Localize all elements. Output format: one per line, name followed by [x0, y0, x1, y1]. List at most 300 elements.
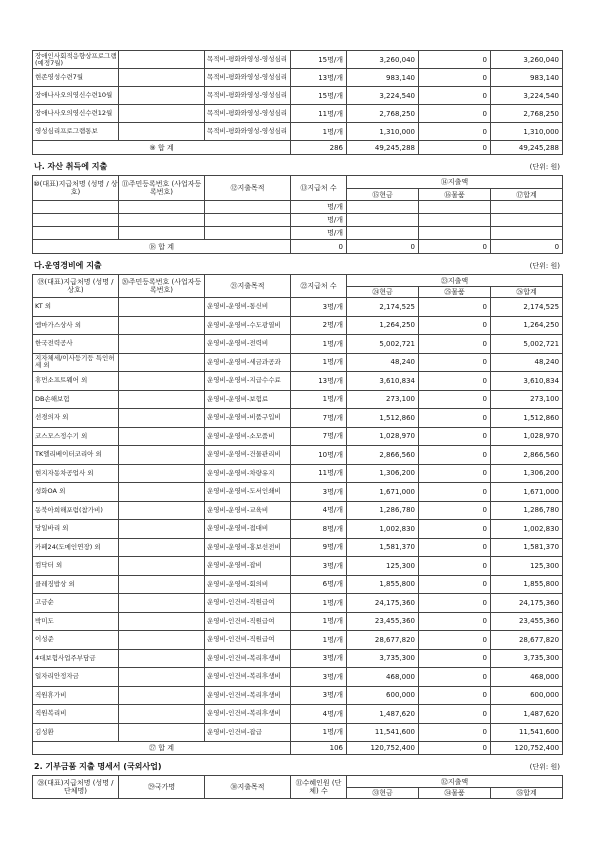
cash-amount: 1,002,830 — [347, 520, 419, 539]
table-row — [33, 668, 563, 687]
registration-number — [119, 298, 205, 317]
expense-purpose: 운영비-운영비-건물관리비 — [205, 446, 291, 465]
registration-number — [119, 87, 205, 105]
overseas-h-purpose: ㉚지출목적 — [205, 776, 291, 799]
total-amount: 3,610,834 — [491, 372, 563, 391]
table-row — [33, 123, 563, 141]
payee-name: 이성준 — [33, 631, 119, 650]
total-amount: 2,768,250 — [491, 105, 563, 123]
expense-purpose: 운영비-인건비-잡급 — [205, 723, 291, 742]
expense-purpose: 운영비-인건비-복리후생비 — [205, 649, 291, 668]
asset-h-purpose: ⑫지출목적 — [205, 176, 291, 201]
payee-count: 13명/개 — [291, 69, 347, 87]
payee-name: DB손해보험 — [33, 390, 119, 409]
payee-count: 3명/개 — [291, 557, 347, 576]
payee-name: 클레징밥상 외 — [33, 575, 119, 594]
cash-amount: 1,264,250 — [347, 316, 419, 335]
total-amount: 3,224,540 — [491, 87, 563, 105]
top-total-count: 286 — [291, 141, 347, 155]
goods-amount: 0 — [419, 668, 491, 687]
expense-purpose: 운영비-인건비-직원급여 — [205, 612, 291, 631]
goods-amount: 0 — [419, 705, 491, 724]
expense-purpose — [205, 201, 291, 214]
goods-amount: 0 — [419, 631, 491, 650]
registration-number — [119, 538, 205, 557]
goods-amount — [419, 214, 491, 227]
total-amount: 24,175,360 — [491, 594, 563, 613]
table-row — [33, 649, 563, 668]
registration-number — [119, 649, 205, 668]
total-amount: 3,735,300 — [491, 649, 563, 668]
cash-amount: 2,768,250 — [347, 105, 419, 123]
cash-amount: 273,100 — [347, 390, 419, 409]
payee-name: KT 외 — [33, 298, 119, 317]
payee-count: 1명/개 — [291, 612, 347, 631]
cash-amount: 23,455,360 — [347, 612, 419, 631]
payee-count: 3명/개 — [291, 649, 347, 668]
payee-count: 8명/개 — [291, 520, 347, 539]
payee-count: 11명/개 — [291, 105, 347, 123]
registration-number — [119, 612, 205, 631]
payee-name: 박미도 — [33, 612, 119, 631]
cash-amount: 125,300 — [347, 557, 419, 576]
registration-number — [119, 705, 205, 724]
goods-amount: 0 — [419, 427, 491, 446]
section-asset-title: 나. 자산 취득에 지출 — [34, 162, 108, 171]
registration-number — [119, 668, 205, 687]
operating-h-total: ㉖합계 — [491, 287, 563, 298]
table-row — [33, 520, 563, 539]
registration-number — [119, 631, 205, 650]
section-operating-title: 다.운영경비에 지출 — [34, 261, 102, 270]
cash-amount — [347, 201, 419, 214]
expense-purpose: 운영비-운영비-보험료 — [205, 390, 291, 409]
payee-name — [33, 201, 119, 214]
table-row — [33, 69, 563, 87]
document-page — [32, 50, 562, 799]
table-row — [33, 335, 563, 354]
overseas-h-country: ㉙국가명 — [119, 776, 205, 799]
expense-purpose: 목적비-평화와영성-영성심리 — [205, 123, 291, 141]
section-overseas-header — [32, 755, 562, 775]
payee-count: 15명/개 — [291, 87, 347, 105]
cash-amount: 1,487,620 — [347, 705, 419, 724]
total-amount: 1,286,780 — [491, 501, 563, 520]
cash-amount: 2,866,560 — [347, 446, 419, 465]
cash-amount: 600,000 — [347, 686, 419, 705]
expense-purpose: 운영비-운영비-통신비 — [205, 298, 291, 317]
expense-purpose: 운영비-운영비-홍보선전비 — [205, 538, 291, 557]
total-amount — [491, 227, 563, 240]
cash-amount: 3,735,300 — [347, 649, 419, 668]
overseas-h-name: ㉘(대표)지급처명 (성명 / 단체명) — [33, 776, 119, 799]
operating-h-id: ⑳주민등록번호 (사업자등록번호) — [119, 275, 205, 298]
registration-number — [119, 594, 205, 613]
asset-h-total: ⑰합계 — [491, 189, 563, 201]
table-row — [33, 427, 563, 446]
expense-purpose: 운영비-운영비-회의비 — [205, 575, 291, 594]
expense-purpose: 운영비-인건비-복리후생비 — [205, 705, 291, 724]
goods-amount: 0 — [419, 123, 491, 141]
registration-number — [119, 575, 205, 594]
total-amount: 11,541,600 — [491, 723, 563, 742]
goods-amount: 0 — [419, 575, 491, 594]
expense-purpose: 운영비-인건비-직원급여 — [205, 594, 291, 613]
cash-amount: 3,610,834 — [347, 372, 419, 391]
total-amount: 983,140 — [491, 69, 563, 87]
expense-purpose — [205, 227, 291, 240]
payee-name: 한국전력공사 — [33, 335, 119, 354]
asset-h-amount: ⑭지출액 — [347, 176, 563, 189]
cash-amount: 1,581,370 — [347, 538, 419, 557]
payee-count: 4명/개 — [291, 705, 347, 724]
section-overseas-title: 2. 기부금품 지출 명세서 (국외사업) — [34, 762, 162, 771]
goods-amount: 0 — [419, 723, 491, 742]
goods-amount: 0 — [419, 446, 491, 465]
expense-purpose: 운영비-운영비-접대비 — [205, 520, 291, 539]
total-amount: 1,002,830 — [491, 520, 563, 539]
goods-amount: 0 — [419, 51, 491, 69]
expense-purpose: 목적비-평화와영성-영성심리 — [205, 69, 291, 87]
total-amount: 468,000 — [491, 668, 563, 687]
payee-name — [33, 214, 119, 227]
goods-amount: 0 — [419, 612, 491, 631]
table-row — [33, 316, 563, 335]
payee-count: 1명/개 — [291, 631, 347, 650]
total-amount — [491, 201, 563, 214]
cash-amount: 983,140 — [347, 69, 419, 87]
total-amount: 3,260,040 — [491, 51, 563, 69]
cash-amount: 48,240 — [347, 353, 419, 372]
operating-h-name: ⑲(대표)지급처명 (성명 / 상호) — [33, 275, 119, 298]
payee-count: 1명/개 — [291, 123, 347, 141]
overseas-h-cash: ㉝현금 — [347, 788, 419, 799]
goods-amount — [419, 227, 491, 240]
goods-amount: 0 — [419, 538, 491, 557]
table-row — [33, 105, 563, 123]
table-row — [33, 409, 563, 428]
total-amount: 273,100 — [491, 390, 563, 409]
goods-amount: 0 — [419, 649, 491, 668]
goods-amount: 0 — [419, 464, 491, 483]
operating-total-label: ㉗ 합 계 — [33, 742, 291, 755]
payee-name: 당일바리 외 — [33, 520, 119, 539]
registration-number — [119, 501, 205, 520]
registration-number — [119, 123, 205, 141]
purpose-expense-table — [32, 50, 563, 155]
expense-purpose: 운영비-운영비-전력비 — [205, 335, 291, 354]
table-row — [33, 705, 563, 724]
registration-number — [119, 335, 205, 354]
registration-number — [119, 51, 205, 69]
expense-purpose: 운영비-운영비-차량유지 — [205, 464, 291, 483]
table-row — [33, 594, 563, 613]
payee-name: 직원복리비 — [33, 705, 119, 724]
registration-number — [119, 105, 205, 123]
payee-count: 1명/개 — [291, 390, 347, 409]
cash-amount: 2,174,525 — [347, 298, 419, 317]
total-amount: 125,300 — [491, 557, 563, 576]
payee-name: 장애인사회적응향상프로그램 (예정7월) — [33, 51, 119, 69]
overseas-h-count: ㉛수혜인원 (단체) 수 — [291, 776, 347, 799]
cash-amount: 1,310,000 — [347, 123, 419, 141]
registration-number — [119, 446, 205, 465]
expense-purpose: 운영비-운영비-수도광열비 — [205, 316, 291, 335]
payee-name: 장애나사오의영신수련10월 — [33, 87, 119, 105]
payee-name: 영성심리프로그램통보 — [33, 123, 119, 141]
table-row — [33, 557, 563, 576]
top-total-sum: 49,245,288 — [491, 141, 563, 155]
payee-count: 명/개 — [291, 201, 347, 214]
section-overseas-unit: (단위: 원) — [529, 763, 560, 771]
top-total-label: ⑨ 합 계 — [33, 141, 291, 155]
total-amount: 48,240 — [491, 353, 563, 372]
table-row — [33, 483, 563, 502]
expense-purpose: 운영비-운영비-잡비 — [205, 557, 291, 576]
registration-number — [119, 372, 205, 391]
registration-number — [119, 316, 205, 335]
payee-name: 선경의자 외 — [33, 409, 119, 428]
asset-total-row — [33, 240, 563, 254]
cash-amount: 11,541,600 — [347, 723, 419, 742]
registration-number — [119, 464, 205, 483]
operating-total-cash: 120,752,400 — [347, 742, 419, 755]
expense-purpose: 운영비-인건비-복리후생비 — [205, 686, 291, 705]
goods-amount: 0 — [419, 594, 491, 613]
total-amount: 5,002,721 — [491, 335, 563, 354]
goods-amount: 0 — [419, 353, 491, 372]
overseas-expense-table — [32, 775, 563, 799]
operating-h-purpose: ㉑지출목적 — [205, 275, 291, 298]
asset-h-goods: ⑯물품 — [419, 189, 491, 201]
payee-name: 카페24(도메인연장) 외 — [33, 538, 119, 557]
section-asset-unit: (단위: 원) — [529, 163, 560, 171]
total-amount: 1,581,370 — [491, 538, 563, 557]
table-row — [33, 538, 563, 557]
total-amount: 1,306,200 — [491, 464, 563, 483]
payee-name: 고금순 — [33, 594, 119, 613]
overseas-h-goods: ㉞물품 — [419, 788, 491, 799]
table-row — [33, 227, 563, 240]
payee-count: 7명/개 — [291, 409, 347, 428]
table-row — [33, 353, 563, 372]
expense-purpose: 운영비-운영비-도서인쇄비 — [205, 483, 291, 502]
cash-amount: 3,260,040 — [347, 51, 419, 69]
expense-purpose: 목적비-평화와영성-영성심리 — [205, 87, 291, 105]
asset-total-count: 0 — [291, 240, 347, 254]
cash-amount — [347, 227, 419, 240]
registration-number — [119, 353, 205, 372]
operating-h-goods: ㉕물품 — [419, 287, 491, 298]
goods-amount: 0 — [419, 557, 491, 576]
cash-amount: 5,002,721 — [347, 335, 419, 354]
total-amount: 1,264,250 — [491, 316, 563, 335]
operating-h-amount: ㉓지출액 — [347, 275, 563, 287]
payee-count: 9명/개 — [291, 538, 347, 557]
payee-name: 코스모스정수기 외 — [33, 427, 119, 446]
operating-total-sum: 120,752,400 — [491, 742, 563, 755]
registration-number — [119, 409, 205, 428]
registration-number — [119, 686, 205, 705]
goods-amount: 0 — [419, 409, 491, 428]
operating-h-cash: ㉔현금 — [347, 287, 419, 298]
goods-amount: 0 — [419, 390, 491, 409]
asset-total-goods: 0 — [419, 240, 491, 254]
cash-amount: 1,028,970 — [347, 427, 419, 446]
section-operating-header — [32, 254, 562, 274]
total-amount: 2,174,525 — [491, 298, 563, 317]
table-row — [33, 372, 563, 391]
goods-amount: 0 — [419, 686, 491, 705]
expense-purpose: 운영비-운영비-세금과공과 — [205, 353, 291, 372]
payee-count: 13명/개 — [291, 372, 347, 391]
expense-purpose: 목적비-평화와영성-영성심리 — [205, 105, 291, 123]
payee-count: 1명/개 — [291, 335, 347, 354]
payee-name: 김성환 — [33, 723, 119, 742]
registration-number — [119, 723, 205, 742]
registration-number — [119, 227, 205, 240]
total-amount: 600,000 — [491, 686, 563, 705]
payee-count: 3명/개 — [291, 668, 347, 687]
expense-purpose: 운영비-인건비-직원급여 — [205, 631, 291, 650]
total-amount: 1,855,800 — [491, 575, 563, 594]
goods-amount: 0 — [419, 501, 491, 520]
operating-h-count: ㉒지급처 수 — [291, 275, 347, 298]
payee-name: 현존영성수련7월 — [33, 69, 119, 87]
registration-number — [119, 483, 205, 502]
cash-amount: 1,306,200 — [347, 464, 419, 483]
total-amount — [491, 214, 563, 227]
registration-number — [119, 427, 205, 446]
payee-count: 3명/개 — [291, 686, 347, 705]
payee-count: 7명/개 — [291, 427, 347, 446]
payee-name: 컴닥터 외 — [33, 557, 119, 576]
cash-amount: 24,175,360 — [347, 594, 419, 613]
overseas-h-total: ㉟합계 — [491, 788, 563, 799]
total-amount: 1,028,970 — [491, 427, 563, 446]
registration-number — [119, 214, 205, 227]
top-total-goods: 0 — [419, 141, 491, 155]
payee-count: 1명/개 — [291, 723, 347, 742]
payee-count: 명/개 — [291, 214, 347, 227]
total-amount: 2,866,560 — [491, 446, 563, 465]
operating-total-goods: 0 — [419, 742, 491, 755]
cash-amount: 1,855,800 — [347, 575, 419, 594]
expense-purpose: 운영비-운영비-교육비 — [205, 501, 291, 520]
payee-name: 4대보험사업주부담금 — [33, 649, 119, 668]
goods-amount: 0 — [419, 298, 491, 317]
expense-purpose: 운영비-인건비-복리후생비 — [205, 668, 291, 687]
goods-amount: 0 — [419, 105, 491, 123]
goods-amount: 0 — [419, 87, 491, 105]
registration-number — [119, 390, 205, 409]
payee-count: 15명/개 — [291, 51, 347, 69]
goods-amount: 0 — [419, 69, 491, 87]
table-row — [33, 390, 563, 409]
payee-count: 2명/개 — [291, 316, 347, 335]
table-row — [33, 464, 563, 483]
top-total-row — [33, 141, 563, 155]
payee-name: 지자체세/이사등기등 특인허세 외 — [33, 353, 119, 372]
payee-name — [33, 227, 119, 240]
table-row — [33, 201, 563, 214]
expense-purpose: 목적비-평화와영성-영성심리 — [205, 51, 291, 69]
payee-count: 1명/개 — [291, 594, 347, 613]
payee-name: 현지자동차공업사 외 — [33, 464, 119, 483]
total-amount: 28,677,820 — [491, 631, 563, 650]
payee-count: 3명/개 — [291, 298, 347, 317]
table-row — [33, 575, 563, 594]
goods-amount — [419, 201, 491, 214]
asset-total-sum: 0 — [491, 240, 563, 254]
expense-purpose: 운영비-운영비-비품구입비 — [205, 409, 291, 428]
asset-h-count: ⑬지급처 수 — [291, 176, 347, 201]
registration-number — [119, 201, 205, 214]
asset-h-cash: ⑮현금 — [347, 189, 419, 201]
cash-amount — [347, 214, 419, 227]
top-total-cash: 49,245,288 — [347, 141, 419, 155]
asset-expense-table — [32, 175, 563, 254]
expense-purpose: 운영비-운영비-지급수수료 — [205, 372, 291, 391]
operating-total-row — [33, 742, 563, 755]
cash-amount: 1,286,780 — [347, 501, 419, 520]
total-amount: 1,512,860 — [491, 409, 563, 428]
goods-amount: 0 — [419, 483, 491, 502]
payee-name: 성화OA 외 — [33, 483, 119, 502]
table-row — [33, 51, 563, 69]
cash-amount: 468,000 — [347, 668, 419, 687]
goods-amount: 0 — [419, 372, 491, 391]
table-row — [33, 298, 563, 317]
payee-count: 명/개 — [291, 227, 347, 240]
registration-number — [119, 69, 205, 87]
registration-number — [119, 557, 205, 576]
payee-name: 장애나사오의영신수련12월 — [33, 105, 119, 123]
table-row — [33, 214, 563, 227]
payee-count: 10명/개 — [291, 446, 347, 465]
payee-name: 휴먼소프트웨어 외 — [33, 372, 119, 391]
payee-name: TK엘리베이터코리아 외 — [33, 446, 119, 465]
operating-expense-table — [32, 274, 563, 755]
cash-amount: 28,677,820 — [347, 631, 419, 650]
asset-h-id: ⑪주민등록번호 (사업자등록번호) — [119, 176, 205, 201]
asset-h-name: ⑩(대표)지급처명 (성명 / 상호) — [33, 176, 119, 201]
asset-total-label: ⑱ 합 계 — [33, 240, 291, 254]
cash-amount: 1,512,860 — [347, 409, 419, 428]
total-amount: 23,455,360 — [491, 612, 563, 631]
payee-name: 동북아희해포럼(참가비) — [33, 501, 119, 520]
payee-count: 6명/개 — [291, 575, 347, 594]
payee-name: 엠마가스상사 외 — [33, 316, 119, 335]
cash-amount: 3,224,540 — [347, 87, 419, 105]
overseas-h-amount: ㉜지출액 — [347, 776, 563, 788]
total-amount: 1,310,000 — [491, 123, 563, 141]
goods-amount: 0 — [419, 520, 491, 539]
table-row — [33, 501, 563, 520]
table-row — [33, 446, 563, 465]
section-operating-unit: (단위: 원) — [529, 262, 560, 270]
table-row — [33, 723, 563, 742]
table-row — [33, 631, 563, 650]
expense-purpose — [205, 214, 291, 227]
cash-amount: 1,671,000 — [347, 483, 419, 502]
payee-name: 직원휴가비 — [33, 686, 119, 705]
registration-number — [119, 520, 205, 539]
expense-purpose: 운영비-운영비-소모품비 — [205, 427, 291, 446]
total-amount: 1,671,000 — [491, 483, 563, 502]
payee-count: 1명/개 — [291, 353, 347, 372]
table-row — [33, 686, 563, 705]
